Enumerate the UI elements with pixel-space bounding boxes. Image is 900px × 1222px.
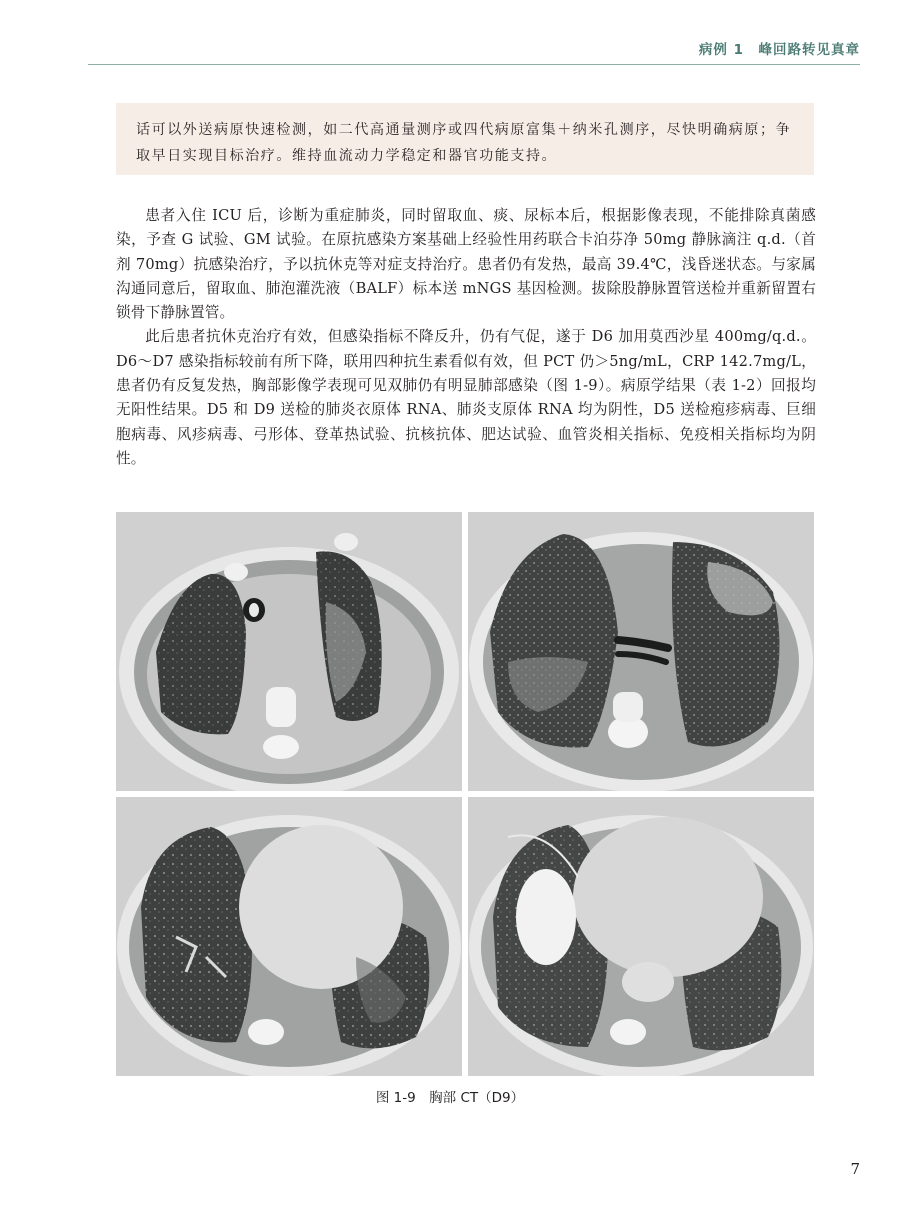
running-header: 病例 1 峰回路转见真章	[698, 42, 860, 58]
figure-caption: 图 1-9 胸部 CT（D9）	[375, 1090, 525, 1106]
body-text	[116, 204, 816, 471]
body-paragraph-2: 此后患者抗休克治疗有效，但感染指标不降反升，仍有气促，遂于 D6 加用莫西沙星 400mg/q.d.。D6～D7 感染指标较前有所下降，联用四种抗生素看似有效，但 PCT 仍＞5ng/mL，CRP 142.7mg/L，患者仍有反复发热，胸部影像学表现可见双肺仍有明显肺部感染（图 1-9）。病原学结果（表 1-2）回报均无阳性结果。D5 和 D9 送检的肺炎衣原体 RNA、肺炎支原体 RNA 均为阴性，D5 送检疱疹病毒、巨细胞病毒、风疹病毒、弓形体、登革热试验、抗核抗体、肥达试验、血管炎相关指标、免疫相关指标均为阴性。	[116, 328, 816, 467]
ct-scan-image	[468, 797, 814, 1076]
ct-scan-image	[468, 512, 814, 791]
ct-scan-image	[116, 512, 462, 791]
ct-image-upper-left	[116, 512, 462, 791]
ct-image-upper-right	[468, 512, 814, 791]
body-paragraph-1: 患者入住 ICU 后，诊断为重症肺炎，同时留取血、痰、尿标本后，根据影像表现，不能排除真菌感染，予查 G 试验、GM 试验。在原抗感染方案基础上经验性用药联合卡泊芬净 50mg 静脉滴注 q.d.（首剂 70mg）抗感染治疗，予以抗休克等对症支持治疗。患者仍有发热，最高 39.4℃，浅昏迷状态。与家属沟通同意后，留取血、肺泡灌洗液（BALF）标本送 mNGS 基因检测。拔除股静脉置管送检并重新留置右锁骨下静脉置管。	[116, 207, 816, 322]
callout-text: 话可以外送病原快速检测，如二代高通量测序或四代病原富集＋纳米孔测序，尽快明确病原；争取早日实现目标治疗。维持血流动力学稳定和器官功能支持。	[136, 122, 792, 164]
header-rule	[88, 64, 860, 65]
callout-box	[116, 103, 814, 175]
page-number: 7	[850, 1160, 860, 1178]
ct-figure	[116, 512, 814, 1074]
ct-image-lower-left	[116, 797, 462, 1076]
ct-scan-image	[116, 797, 462, 1076]
ct-image-lower-right	[468, 797, 814, 1076]
